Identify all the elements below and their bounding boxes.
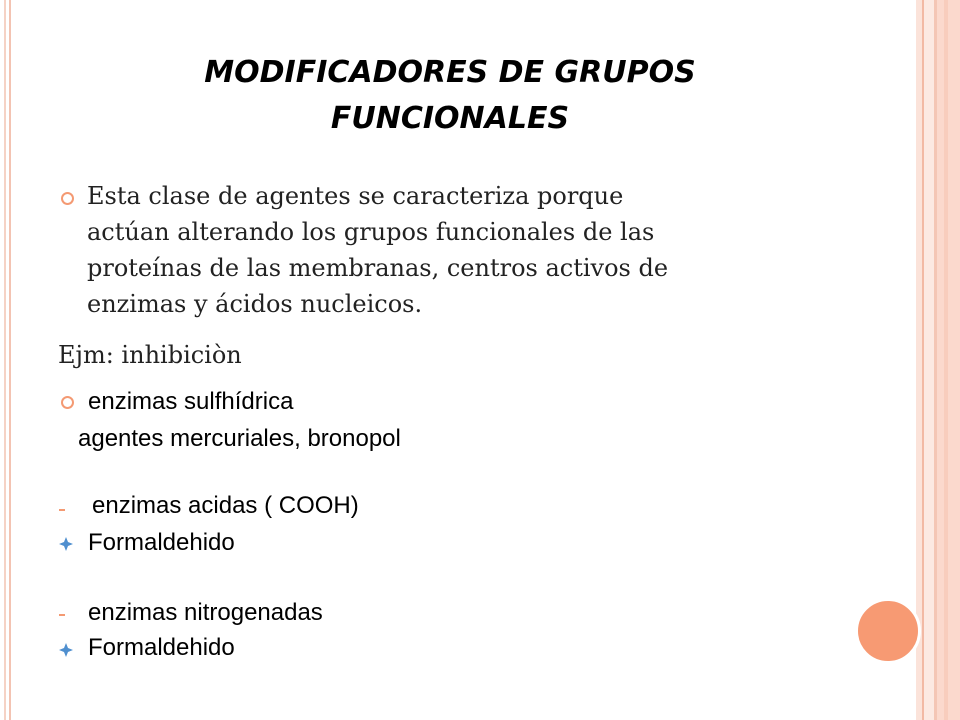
- item-acidas: enzimas acidas ( COOH): [92, 492, 359, 519]
- item-nitrogenadas: enzimas nitrogenadas: [88, 599, 323, 626]
- item-nitrogenadas-agent: Formaldehido: [88, 634, 235, 661]
- paragraph-line: Esta clase de agentes se caracteriza porque: [87, 182, 624, 210]
- paragraph-block: [87, 214, 668, 322]
- intro-paragraph: [87, 178, 623, 214]
- dash-bullet-icon: [59, 614, 65, 616]
- example-label: Ejm: inhibiciòn: [58, 341, 242, 369]
- item-sulfhidrica: enzimas sulfhídrica: [88, 388, 294, 415]
- item-acidas-agent: Formaldehido: [88, 529, 235, 556]
- slide-title: [130, 50, 770, 142]
- paragraph-line: enzimas y ácidos nucleicos.: [87, 290, 423, 318]
- decorative-circle: [855, 598, 921, 664]
- right-stripe: [924, 0, 934, 720]
- item-sulfhidrica-agents: agentes mercuriales, bronopol: [78, 425, 401, 452]
- diamond-bullet-icon: [59, 537, 73, 551]
- right-stripe: [937, 0, 960, 720]
- title-line-2: FUNCIONALES: [330, 101, 570, 136]
- bullet-ring-icon: [61, 192, 74, 205]
- left-border-line: [4, 0, 6, 720]
- paragraph-line: proteínas de las membranas, centros activos de: [87, 254, 669, 282]
- diamond-bullet-icon: [59, 643, 73, 657]
- bullet-ring-icon: [61, 396, 74, 409]
- paragraph-line: actúan alterando los grupos funcionales de las: [87, 218, 655, 246]
- dash-bullet-icon: [59, 509, 65, 511]
- right-stripe: [944, 0, 948, 720]
- title-line-1: MODIFICADORES DE GRUPOS: [204, 55, 696, 90]
